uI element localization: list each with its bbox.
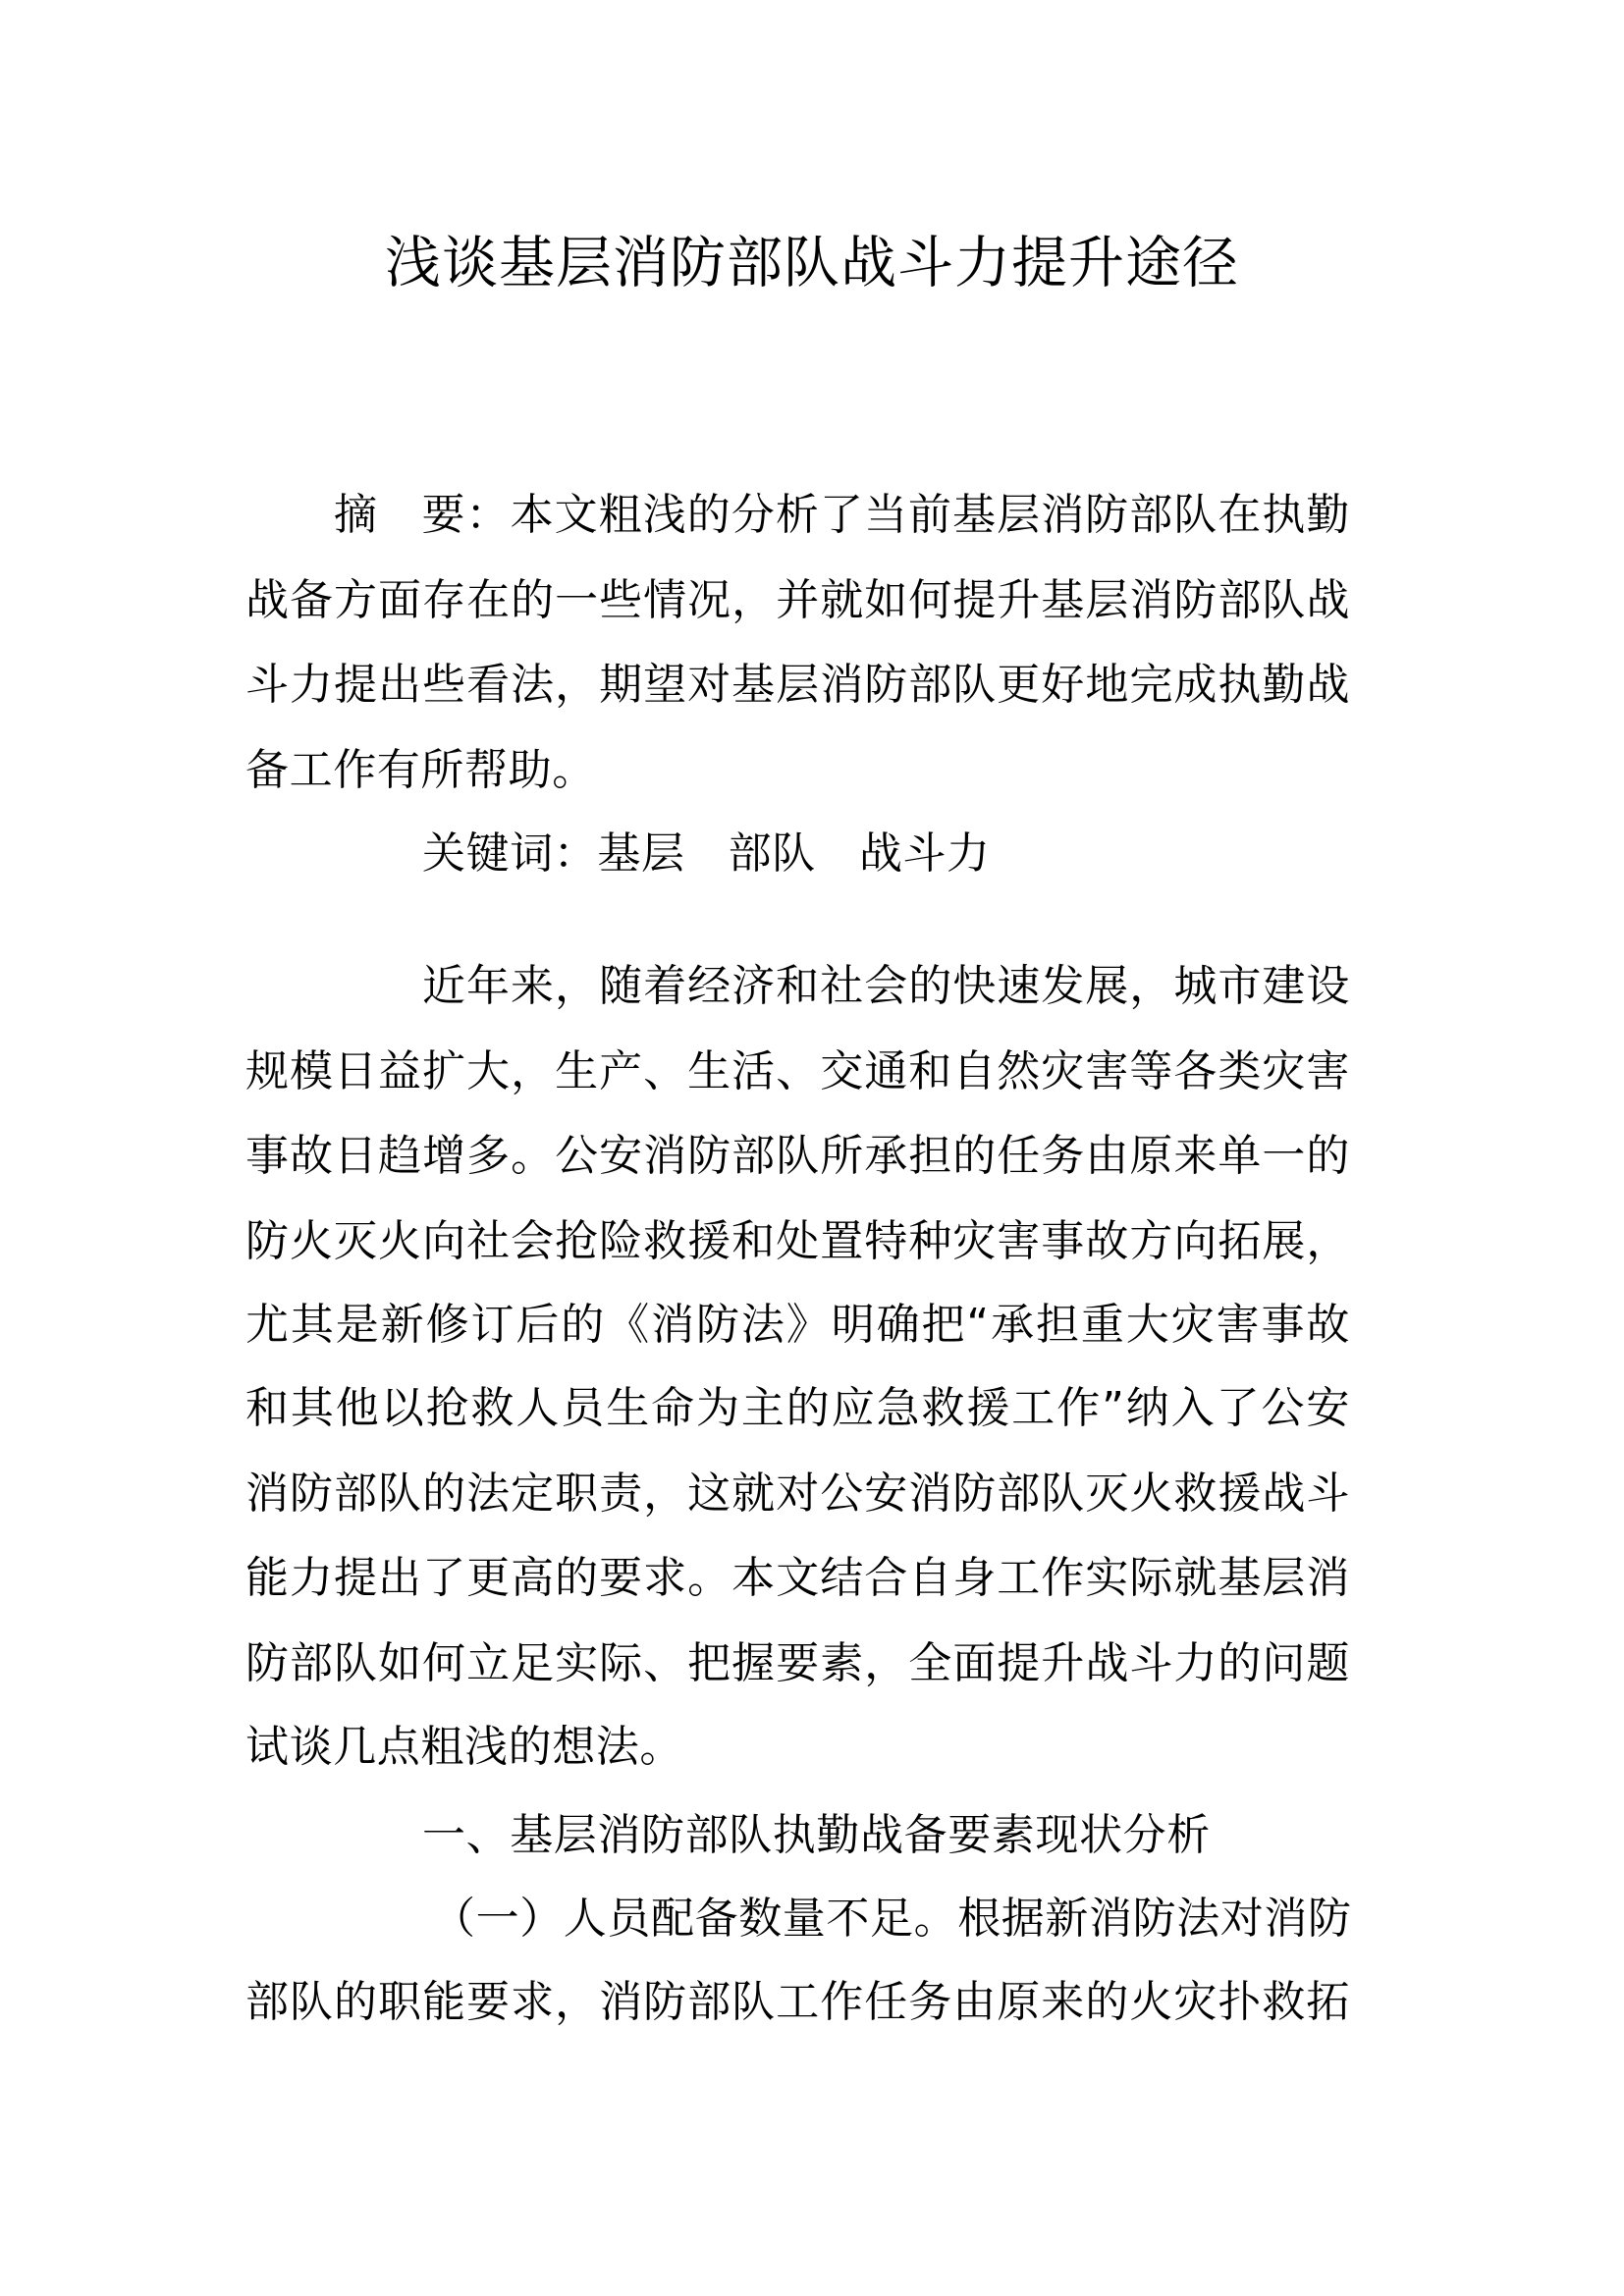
abstract-label-char-2: 要： (421, 490, 511, 540)
intro-line-7: 消防部队的法定职责，这就对公安消防部队灭火救援战斗 (245, 1468, 1350, 1519)
section-heading: 一、基层消防部队执勤战备要素现状分析 (422, 1810, 1211, 1860)
intro-line-10: 试谈几点粗浅的想法。 (245, 1722, 683, 1772)
intro-line-9: 防部队如何立足实际、把握要素，全面提升战斗力的问题 (245, 1638, 1350, 1688)
abstract-text: 本文粗浅的分析了当前基层消防部队在执勤 (510, 490, 1350, 540)
intro-line-5: 尤其是新修订后的《消防法》明确把“承担重大灾害事故 (245, 1300, 1350, 1350)
subsection-line-1: （一）人员配备数量不足。根据新消防法对消防 (432, 1894, 1352, 1944)
intro-line-3: 事故日趋增多。公安消防部队所承担的任务由原来单一的 (245, 1131, 1350, 1181)
keywords-line (422, 825, 1350, 883)
abstract-line-1 (334, 486, 1350, 545)
abstract-label-char-1: 摘 (334, 490, 379, 540)
abstract-line-2: 战备方面存在的一些情况，并就如何提升基层消防部队战 (245, 575, 1350, 625)
keywords-label: 关键词： (422, 828, 598, 879)
intro-line-6: 和其他以抢救人员生命为主的应急救援工作”纳入了公安 (245, 1383, 1350, 1433)
document-title: 浅谈基层消防部队战斗力提升途径 (385, 231, 1239, 295)
intro-line-2: 规模日益扩大，生产、生活、交通和自然灾害等各类灾害 (245, 1046, 1350, 1096)
intro-line-8: 能力提出了更高的要求。本文结合自身工作实际就基层消 (245, 1553, 1350, 1603)
abstract-line-3: 斗力提出些看法，期望对基层消防部队更好地完成执勤战 (245, 660, 1350, 710)
keyword-item: 部队 (728, 828, 816, 879)
abstract-line-4: 备工作有所帮助。 (245, 745, 596, 795)
keyword-item: 战斗力 (858, 828, 991, 879)
subsection-line-2: 部队的职能要求，消防部队工作任务由原来的火灾扑救拓 (245, 1977, 1350, 2027)
keyword-item: 基层 (597, 828, 685, 879)
intro-line-1: 近年来，随着经济和社会的快速发展，城市建设 (422, 961, 1350, 1011)
intro-line-4: 防火灭火向社会抢险救援和处置特种灾害事故方向拓展， (245, 1216, 1350, 1266)
